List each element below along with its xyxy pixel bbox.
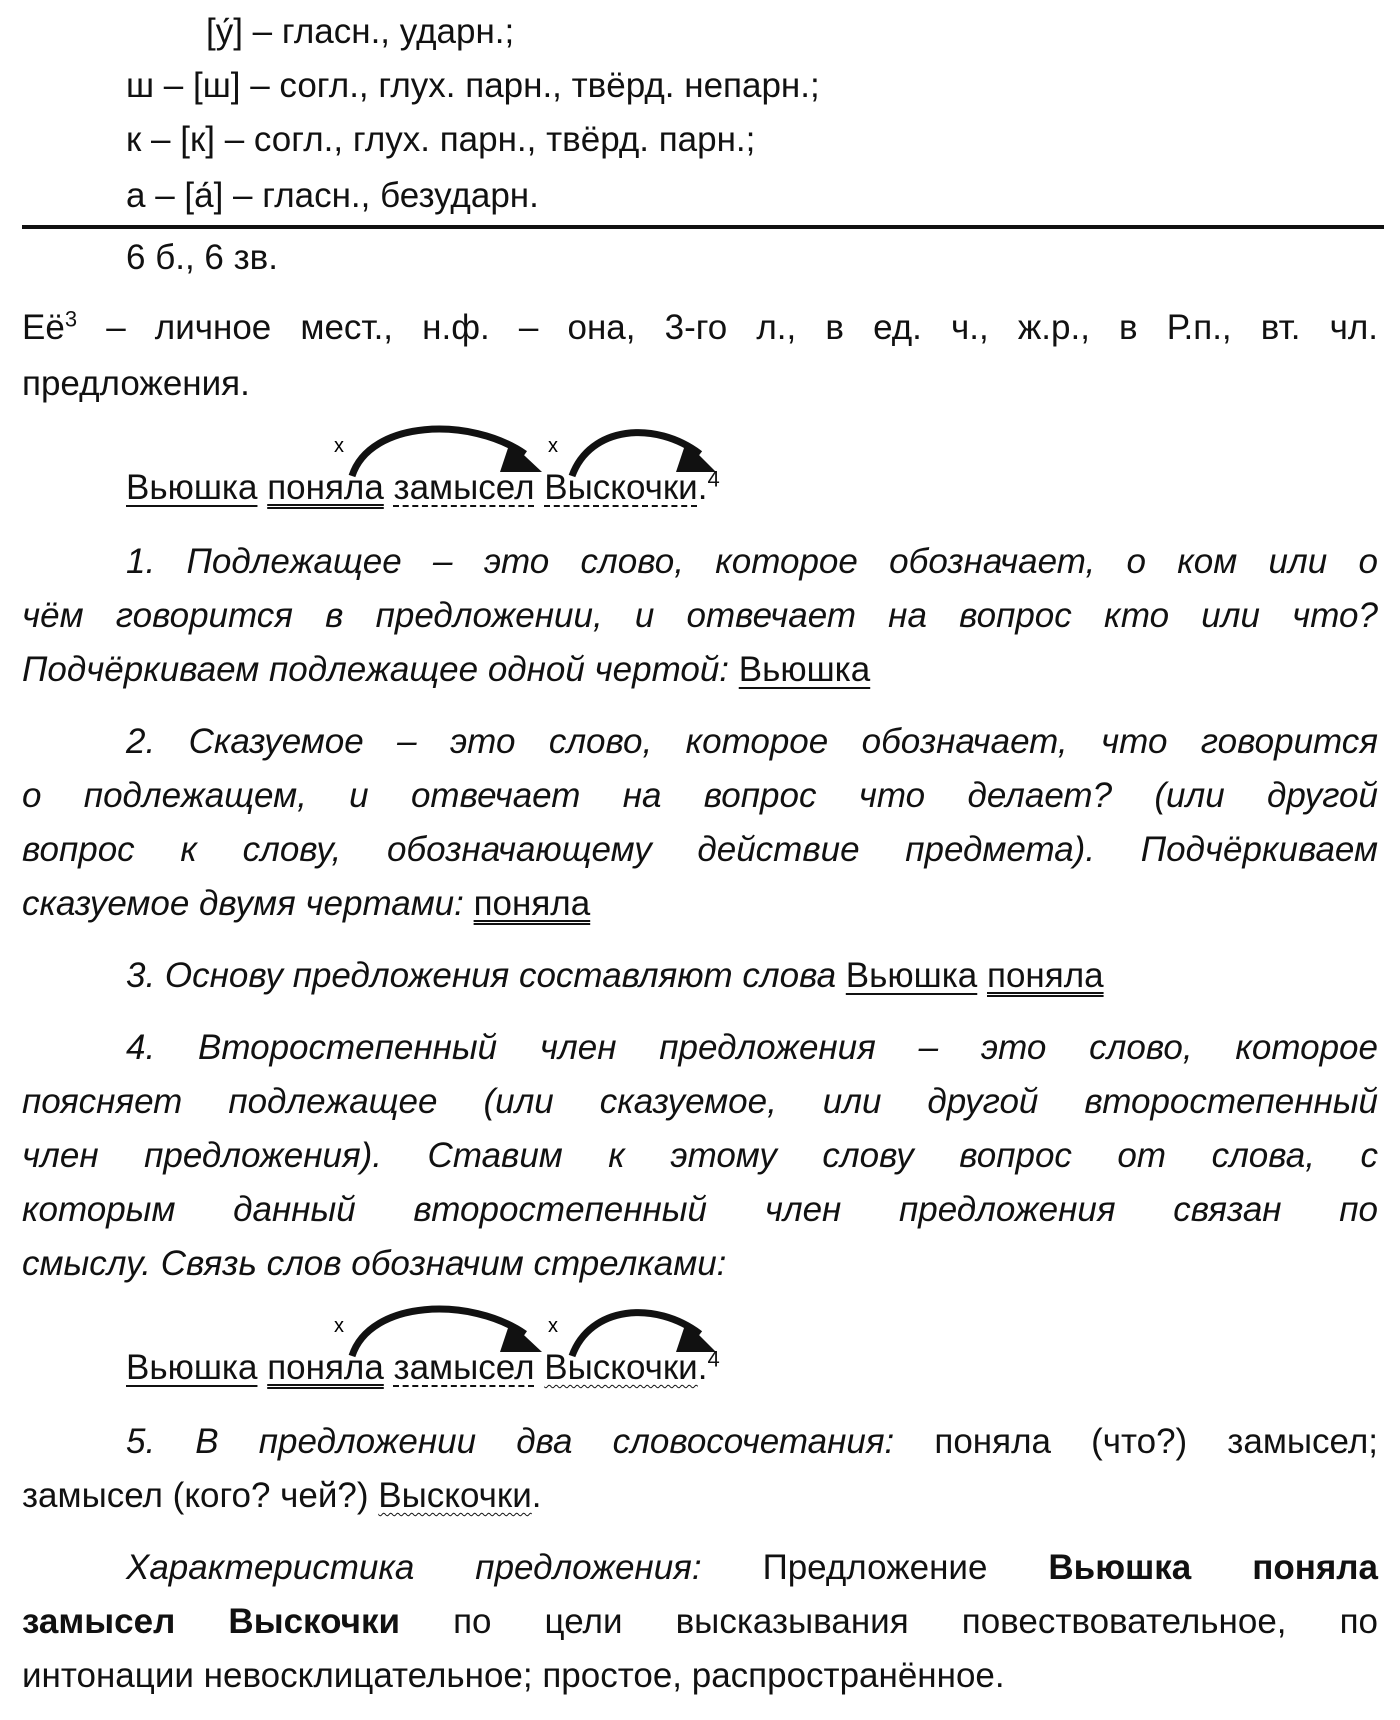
step1-example: Вьюшка [738, 650, 871, 689]
attribute-word: Выскочки [544, 1348, 698, 1387]
step2-example: поняла [473, 884, 591, 923]
characteristic-label: Характеристика предложения: [126, 1548, 763, 1587]
subject-word: Вьюшка [126, 1348, 258, 1387]
step5-phrase-1: поняла (что?) замысел; [934, 1422, 1378, 1461]
predicate-word: поняла [267, 1348, 384, 1387]
characteristic-line-3: интонации невосклицательное; простое, распространённое. [22, 1656, 1005, 1695]
step1-line-2: чём говорится в предложении, и отвечает на вопрос кто или что? [22, 596, 1378, 635]
step4-line-5: смыслу. Связь слов обозначим стрелками: [22, 1244, 727, 1283]
sentence-end: . [697, 468, 708, 507]
characteristic-rest: по цели высказывания повествовательное, по [399, 1602, 1379, 1641]
step2-line-4 [22, 886, 590, 921]
x-mark: x [548, 1315, 558, 1337]
phonetic-line-2: ш – [ш] – согл., глух. парн., твёрд. непарн.; [126, 66, 820, 105]
step2-line-2: о подлежащем, и отвечает на вопрос что делает? (или другой [22, 776, 1378, 815]
step2-line-3: вопрос к слову, обозначающему действие предмета). Подчёркиваем [22, 830, 1378, 869]
phonetic-line-4: а – [а́] – гласн., безударн. [126, 176, 539, 215]
step5-line-1 [126, 1424, 1378, 1459]
sentence-sup: 4 [707, 466, 720, 492]
step4-line-4: которым данный второстепенный член предложения связан по [22, 1190, 1378, 1229]
pronoun-sup: 3 [64, 306, 78, 332]
attribute-word: Выскочки [544, 468, 698, 507]
characteristic-bold-1: Вьюшка поняла [1048, 1548, 1379, 1587]
step5-end: . [531, 1476, 542, 1515]
object-word: замысел [393, 468, 535, 507]
phonetic-line-3: к – [к] – согл., глух. парн., твёрд. парн.; [126, 120, 756, 159]
sentence-1 [126, 466, 720, 507]
sentence-2 [126, 1346, 720, 1387]
step3-line [126, 958, 1104, 993]
sentence-sup: 4 [707, 1346, 720, 1372]
step4-line-3: член предложения). Ставим к этому слову вопрос от слова, с [22, 1136, 1378, 1175]
characteristic-bold-2: замысел Выскочки [22, 1602, 400, 1641]
horizontal-rule [22, 225, 1384, 229]
sound-count: 6 б., 6 зв. [126, 238, 278, 277]
step3-text: 3. Основу предложения составляют слова [126, 956, 846, 995]
step1-line-1: 1. Подлежащее – это слово, которое обозначает, о ком или о [126, 542, 1378, 581]
x-mark: x [334, 1315, 344, 1337]
predicate-word: поняла [267, 468, 384, 507]
step1-text: Подчёркиваем подлежащее одной чертой: [22, 650, 739, 689]
subject-word: Вьюшка [126, 468, 258, 507]
sentence-end: . [697, 1348, 708, 1387]
pronoun-analysis-line-2: предложения. [22, 364, 250, 403]
characteristic-line-1 [126, 1550, 1378, 1585]
step5-text: 5. В предложении два словосочетания: [126, 1422, 935, 1461]
step1-line-3 [22, 652, 870, 687]
characteristic-line-2 [22, 1604, 1378, 1639]
step5-line-2 [22, 1478, 542, 1513]
step5-phrase-2: замысел (кого? чей?) [22, 1476, 379, 1515]
step3-predicate: поняла [987, 956, 1104, 995]
characteristic-pre: Предложение [762, 1548, 1049, 1587]
step2-line-1: 2. Сказуемое – это слово, которое обозначает, что говорится [126, 722, 1378, 761]
step2-text: сказуемое двумя чертами: [22, 884, 474, 923]
pronoun-analysis-line-1 [22, 306, 1378, 347]
x-mark: x [548, 435, 558, 457]
step4-line-2: поясняет подлежащее (или сказуемое, или другой второстепенный [22, 1082, 1378, 1121]
phonetic-line-1: [у́] – гласн., ударн.; [206, 12, 515, 51]
step3-subject: Вьюшка [845, 956, 978, 995]
object-word: замысел [393, 1348, 535, 1387]
step5-attribute: Выскочки [378, 1476, 532, 1515]
x-mark: x [334, 435, 344, 457]
step4-line-1: 4. Второстепенный член предложения – это слово, которое [126, 1028, 1378, 1067]
pronoun-desc: – личное мест., н.ф. – она, 3-го л., в ед. ч., ж.р., в Р.п., вт. чл. [77, 308, 1378, 347]
pronoun-word: Её [22, 308, 65, 347]
